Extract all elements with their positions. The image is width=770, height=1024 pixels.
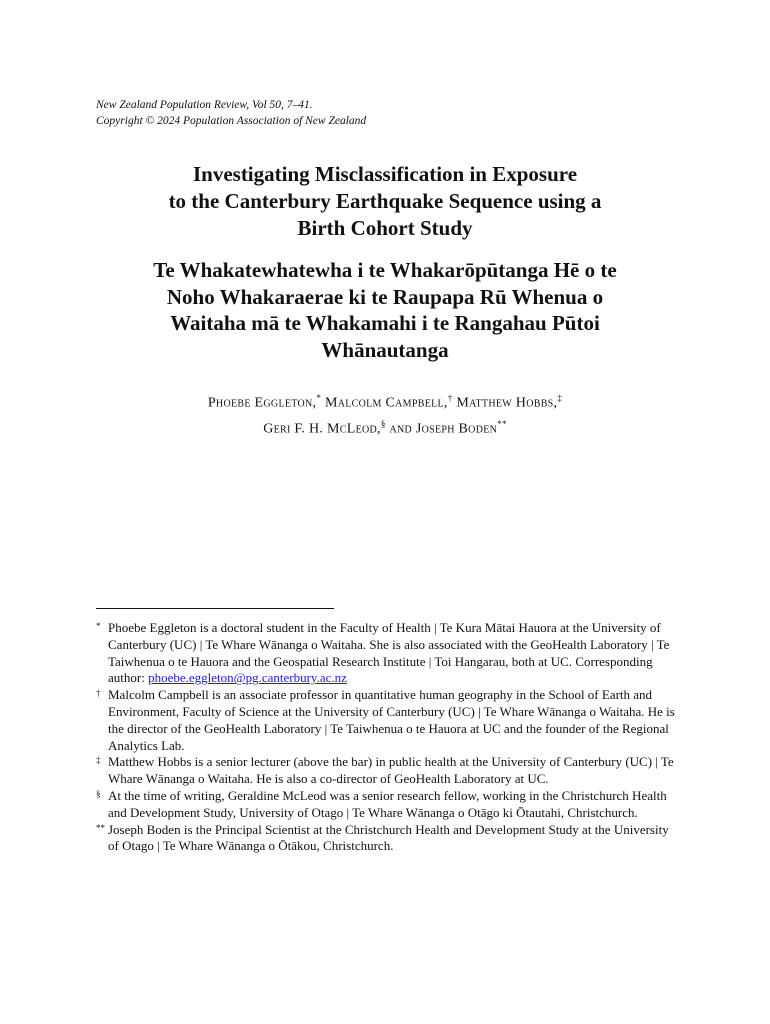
footnote-mark: † — [96, 688, 101, 699]
footnote-mark[interactable]: § — [380, 418, 386, 429]
footnote-mark: ‡ — [96, 755, 101, 766]
subtitle-line: Te Whakatewhatewha i te Whakarōpūtanga Hē o te — [153, 258, 617, 282]
footnote — [96, 788, 676, 822]
footnote-text: Malcolm Campbell is an associate professor in quantitative human geography in the School of Earth and Environment, Faculty of Science at the University of Canterbury (UC) | Te Whare Wānanga o Waitaha. He is the director of the GeoHealth Laboratory | Te Taiwhenua o te Hauora at UC and the founder of the Regional Analytics Lab. — [108, 687, 675, 753]
journal-header — [96, 97, 366, 129]
footnote-mark: * — [96, 621, 101, 631]
footnote — [96, 620, 676, 687]
footnote-text: Phoebe Eggleton is a doctoral student in the Faculty of Health | Te Kura Mātai Hauora at the University of Canterbury (UC) | Te Whare Wānanga o Waitaha. She is also associated with the GeoHealth Laboratory | Te Taiwhenua o te Hauora and the Geospatial Research Institute | Toi Hangarau, both at UC. Corresponding author: — [108, 620, 670, 686]
paper-title — [60, 161, 710, 242]
footnote-mark: § — [96, 788, 101, 799]
footnote-divider — [96, 608, 334, 609]
footnote — [96, 822, 676, 856]
journal-citation: New Zealand Population Review, Vol 50, 7–41. — [96, 99, 313, 111]
title-line: Birth Cohort Study — [297, 216, 473, 240]
footnote — [96, 687, 676, 754]
subtitle-line: Noho Whakaraerae ki te Raupapa Rū Whenua o — [166, 284, 604, 309]
subtitle-line: Waitaha mā te Whakamahi i te Rangahau Pūtoi — [170, 311, 600, 335]
title-line: to the Canterbury Earthquake Sequence using a — [168, 189, 602, 213]
footnote — [96, 754, 676, 788]
footnote-text: Matthew Hobbs is a senior lecturer (above the bar) in public health at the University of Canterbury (UC) | Te Whare Wānanga o Waitaha. He is also a co-director of GeoHealth Laboratory at UC. — [108, 754, 674, 787]
footnote-text: At the time of writing, Geraldine McLeod was a senior research fellow, working in the Christchurch Health and Development Study, University of Otago | Te Whare Wānanga o Otāgo ki Ōtautahi, Christchurch. — [108, 787, 667, 820]
footnote-mark[interactable]: † — [447, 393, 453, 403]
corresponding-email-link[interactable]: phoebe.eggleton@pg.canterbury.ac.nz — [148, 670, 347, 686]
title-line: Investigating Misclassification in Exposure — [192, 162, 578, 186]
footnote-mark[interactable]: ‡ — [557, 393, 563, 403]
copyright-notice: Copyright © 2024 Population Association of New Zealand — [96, 115, 367, 127]
footnote-mark: ** — [96, 822, 105, 833]
footnote-mark[interactable]: * — [316, 393, 322, 403]
author-name: Matthew Hobbs, — [452, 395, 558, 411]
footnote-text: Joseph Boden is the Principal Scientist at the Christchurch Health and Development Study at the University of Otago | Te Whare Wānanga o Ōtākou, Christchurch. — [108, 821, 669, 854]
author-list — [60, 388, 710, 439]
footnotes — [96, 620, 676, 855]
subtitle-line: Whānautanga — [321, 337, 449, 362]
author-name: Phoebe Eggleton, — [207, 395, 317, 411]
author-name: Malcolm Campbell, — [321, 395, 448, 411]
author-line — [60, 388, 710, 414]
maori-title — [60, 257, 710, 363]
footnote-mark[interactable]: ** — [497, 418, 507, 429]
author-line — [60, 414, 710, 440]
author-name: and Joseph Boden — [385, 421, 498, 437]
author-name: Geri F. H. McLeod, — [263, 421, 381, 437]
